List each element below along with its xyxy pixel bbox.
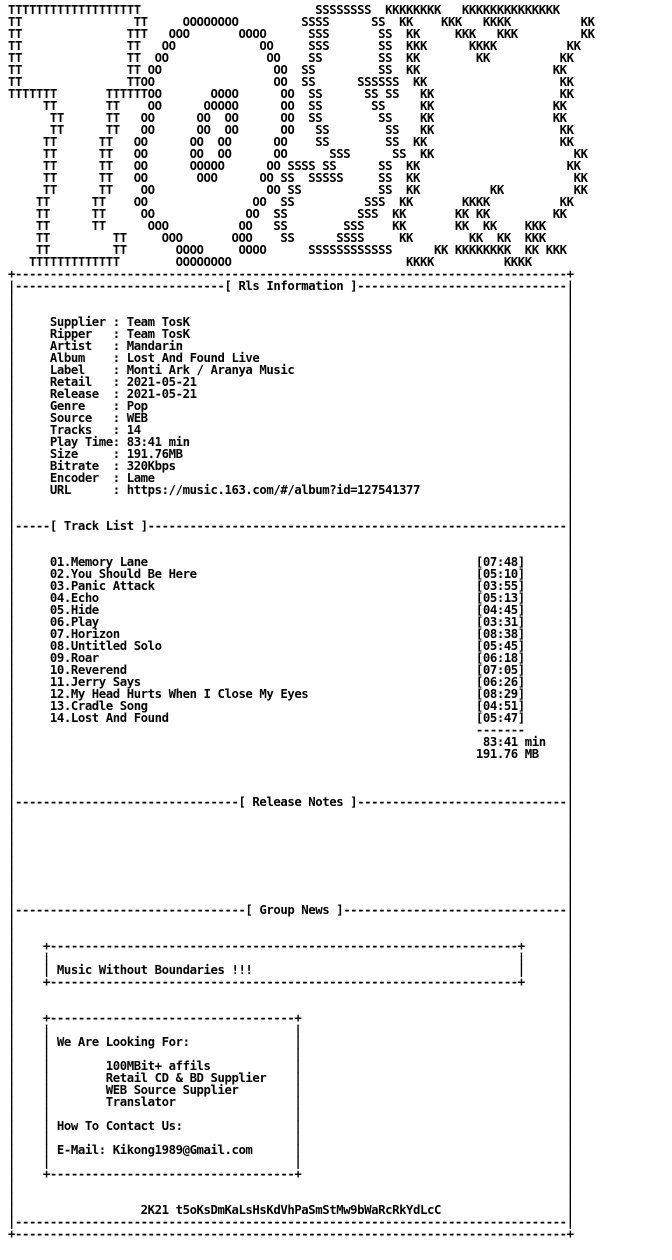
info-release: | Release : 2021-05-21 | [8, 387, 574, 401]
track-row: | 12.My Head Hurts When I Close My Eyes [08:29] | [8, 687, 574, 701]
track-row: | 03.Panic Attack [03:55] | [8, 579, 574, 593]
logo-line: TTTTTTT TTTTTTOO OOOO OO SS SS SS KK KK [8, 87, 574, 101]
contact-box-line: | | | | [8, 1155, 574, 1169]
contact-box-border: | +-----------------------------------+ | [8, 1011, 574, 1025]
info-supplier: | Supplier : Team TosK | [8, 315, 574, 329]
blank-line: | | [8, 891, 574, 905]
contact-how-to: | | How To Contact Us: | | [8, 1119, 574, 1133]
logo-line: TT TT OO OOOOO OO SS SS KK KK [8, 99, 567, 113]
contact-looking-for: | | We Are Looking For: | | [8, 1035, 574, 1049]
track-row: | 10.Reverend [07:05] | [8, 663, 574, 677]
blank-line: | | [8, 291, 574, 305]
info-source: | Source : WEB | [8, 411, 574, 425]
total-play-time: | 83:41 min | [8, 735, 574, 749]
blank-line: | | [8, 807, 574, 821]
track-row: | 07.Horizon [08:38] | [8, 627, 574, 641]
logo-line: TTTTTTTTTTTTT OOOOOOOO KKKK KKKK [8, 255, 532, 269]
logo-line: TT TT OO OO OO OO SSS SS KK KK [8, 147, 588, 161]
info-artist: | Artist : Mandarin | [8, 339, 574, 353]
contact-item: | | WEB Source Supplier | | [8, 1083, 574, 1097]
total-size: | 191.76 MB | [8, 747, 574, 761]
track-row: | 06.Play [03:31] | [8, 615, 574, 629]
blank-line: | | [8, 831, 574, 845]
track-row: | 13.Cradle Song [04:51] | [8, 699, 574, 713]
blank-line: | | [8, 1191, 574, 1205]
info-genre: | Genre : Pop | [8, 399, 574, 413]
news-box-border: | +-------------------------------------------------------------------+ | [8, 939, 574, 953]
logo-line: TT TT OO OO SS SS KK KK KK [8, 51, 574, 65]
info-encoder: | Encoder : Lame | [8, 471, 574, 485]
nfo-document [8, 4, 595, 1240]
track-row: | 11.Jerry Says [06:26] | [8, 675, 574, 689]
logo-line: TT TT OOOO OOOO SSSSSSSSSSSS KK KKKKKKKK KK KKK [8, 243, 567, 257]
contact-box-line: | | | | [8, 1107, 574, 1121]
blank-line: | | [8, 771, 574, 785]
logo-line: TT TT OO OO SSS SS KKK KKKK KK [8, 39, 581, 53]
logo-line: TT TT OO OO SS SS KK KK KK [8, 183, 588, 197]
blank-line: | | [8, 819, 574, 833]
frame-top-border: +-------------------------------------------------------------------------------+ [8, 267, 574, 281]
contact-item: | | Retail CD & BD Supplier | | [8, 1071, 574, 1085]
contact-box-border: | +-----------------------------------+ | [8, 1167, 574, 1181]
blank-line: | | [8, 879, 574, 893]
info-label: | Label : Monti Ark / Aranya Music | [8, 363, 574, 377]
track-row: | 01.Memory Lane [07:48] | [8, 555, 574, 569]
news-box-border: | +-------------------------------------------------------------------+ | [8, 975, 574, 989]
logo-line: TT TT OOO OO SS SSS KK KK KK KKK [8, 219, 546, 233]
logo-line: TT TT OO OO SS SSS KK KKKK KK [8, 195, 574, 209]
blank-line: | | [8, 843, 574, 857]
blank-line: | | [8, 927, 574, 941]
blank-line: | | [8, 783, 574, 797]
blank-line: | | [8, 543, 574, 557]
section-header-rls-information: |------------------------------[ Rls Information ]------------------------------| [8, 279, 574, 293]
track-row: | 09.Roar [06:18] | [8, 651, 574, 665]
section-header-release-notes: |--------------------------------[ Release Notes ]------------------------------| [8, 795, 574, 809]
info-tracks: | Tracks : 14 | [8, 423, 574, 437]
logo-line: TT TT OO OOOOO OO SSSS SS SS KK KK [8, 159, 581, 173]
info-album: | Album : Lost And Found Live | [8, 351, 574, 365]
logo-line: TT TT OO OO OO OO SS SS KK KK [8, 111, 567, 125]
contact-box-line: | | | | [8, 1023, 574, 1037]
section-header-track-list: |-----[ Track List ]------------------------------------------------------------| [8, 519, 574, 533]
contact-email: | | E-Mail: Kikong1989@Gmail.com | | [8, 1143, 574, 1157]
track-row: | 14.Lost And Found [05:47] | [8, 711, 574, 725]
section-header-group-news: |---------------------------------[ Group News ]--------------------------------| [8, 903, 574, 917]
contact-box-line: | | | | [8, 1047, 574, 1061]
logo-line: TT TT OOOOOOOO SSSS SS KK KKK KKKK KK [8, 15, 595, 29]
contact-box-line: | | | | [8, 1131, 574, 1145]
logo-line: TT TTT OOO OOOO SSS SS KK KKK KKK KK [8, 27, 595, 41]
blank-line: | | [8, 915, 574, 929]
footer-signature: | 2K21 t5oKsDmKaLsHsKdVhPaSmStMw9bWaRcRkYdLcC | [8, 1203, 574, 1217]
contact-item: | | 100MBit+ affils | | [8, 1059, 574, 1073]
blank-line: | | [8, 1179, 574, 1193]
info-retail: | Retail : 2021-05-21 | [8, 375, 574, 389]
contact-item: | | Translator | | [8, 1095, 574, 1109]
info-url: | URL : https://music.163.com/#/album?id=127541377 | [8, 483, 574, 497]
logo-line: TT TT OO OO SS SSS KK KK KK KK [8, 207, 567, 221]
frame-bottom-border: +-------------------------------------------------------------------------------+ [8, 1227, 574, 1241]
info-play-time: | Play Time: 83:41 min | [8, 435, 574, 449]
footer-rule: |-------------------------------------------------------------------------------| [8, 1215, 574, 1229]
blank-line: | | [8, 855, 574, 869]
news-box-line: | | | | [8, 951, 574, 965]
logo-line: TT TT OO OO OO OO SS SS KK KK [8, 123, 574, 137]
track-row: | 04.Echo [05:13] | [8, 591, 574, 605]
blank-line: | | [8, 867, 574, 881]
logo-line: TT TT OOO OOO SS SSSS KK KK KK KKK [8, 231, 546, 245]
logo-line: TT TT OO OO SS SS KK KK [8, 63, 567, 77]
news-box-slogan: | | Music Without Boundaries !!! | | [8, 963, 574, 977]
blank-line: | | [8, 987, 574, 1001]
blank-line: | | [8, 495, 574, 509]
info-bitrate: | Bitrate : 320Kbps | [8, 459, 574, 473]
blank-line: | | [8, 759, 574, 773]
blank-line: | | [8, 303, 574, 317]
logo-line: TT TT OO OO OO OO SS SS KK KK [8, 135, 574, 149]
track-row: | 08.Untitled Solo [05:45] | [8, 639, 574, 653]
info-ripper: | Ripper : Team TosK | [8, 327, 574, 341]
logo-line: TT TTOO OO SS SSSSSS KK KK [8, 75, 574, 89]
blank-line: | | [8, 531, 574, 545]
track-row: | 02.You Should Be Here [05:10] | [8, 567, 574, 581]
info-size: | Size : 191.76MB | [8, 447, 574, 461]
logo-line: TT TT OO OOO OO SS SSSSS SS KK KK [8, 171, 588, 185]
totals-rule: | ------- | [8, 723, 574, 737]
blank-line: | | [8, 999, 574, 1013]
logo-line: TTTTTTTTTTTTTTTTTTT SSSSSSSS KKKKKKKK KKKKKKKKKKKKKK [8, 3, 560, 17]
blank-line: | | [8, 507, 574, 521]
track-row: | 05.Hide [04:45] | [8, 603, 574, 617]
